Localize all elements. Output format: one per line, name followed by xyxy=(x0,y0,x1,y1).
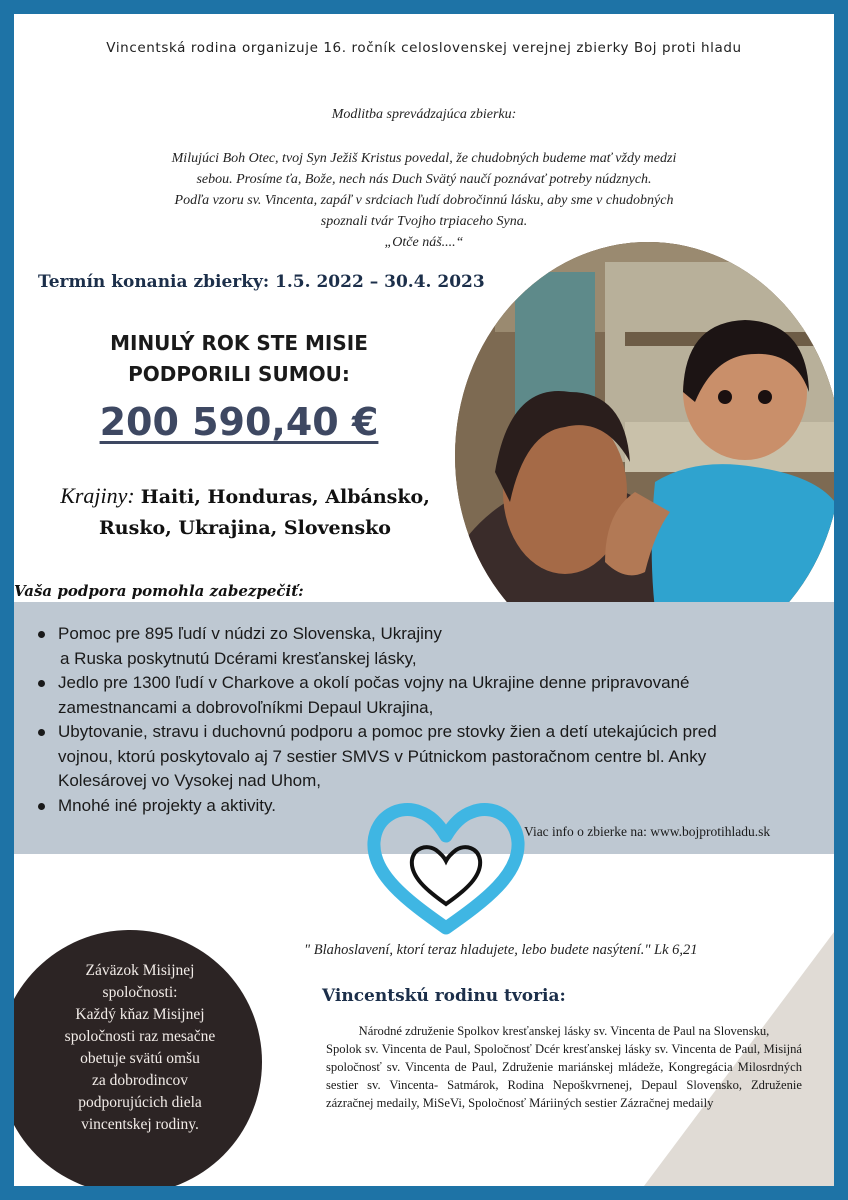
heart-icon xyxy=(366,800,526,936)
support-line: PODPORILI SUMOU: xyxy=(128,362,350,386)
list-item xyxy=(32,622,822,671)
commitment-line: vincentskej rodiny. xyxy=(81,1116,199,1133)
list-item-line: Pomoc pre 895 ľudí v núdzi zo Slovenska, Ukrajiny xyxy=(58,624,442,643)
help-heading: Vaša podpora pomohla zabezpečiť: xyxy=(14,582,304,600)
more-info-link[interactable]: Viac info o zbierke na: www.bojprotihladu.sk xyxy=(524,824,771,839)
family-rest: Spolok sv. Vincenta de Paul, Spoločnosť Dcér kresťanskej lásky sv. Vincenta de Paul, Misijná spoločnosť sv. Vincenta de Paul, Združenie mariánskej mládeže, Kongregácia Milosrdných sestier sv. Vincenta- Satmárok, Rodina Nepoškvrnenej, Depaul Slovensko, Združenie zázračnej medaily, MiSeVi, Spoločnosť Máriiných sestier Zázračnej medaily xyxy=(326,1042,802,1110)
family-heading: Vincentskú rodinu tvoria: xyxy=(322,986,566,1006)
prayer-line: Podľa vzoru sv. Vincenta, zapáľ v srdciach ľudí dobročinnú lásku, aby sme v chudobných xyxy=(174,193,674,208)
commitment-line: Záväzok Misijnej xyxy=(85,962,195,979)
family-first: Národné združenie Spolkov kresťanskej lásky sv. Vincenta de Paul na Slovensku, xyxy=(358,1024,770,1038)
countries-line: Rusko, Ukrajina, Slovensko xyxy=(99,517,391,539)
list-item-line: vojnou, ktorú poskytovalo aj 7 sestier SMVS v Pútnickom pastoračnom centre bl. Anky xyxy=(58,746,707,766)
prayer-line: „Otče náš....“ xyxy=(384,235,464,250)
commitment-line: Každý kňaz Misijnej xyxy=(75,1006,205,1023)
collection-dates: Termín konania zbierky: 1.5. 2022 – 30.4. 2023 xyxy=(38,272,485,292)
commitment-text xyxy=(60,960,220,1136)
countries xyxy=(40,480,450,544)
bible-quote: " Blahoslavení, ktorí teraz hladujete, lebo budete nasýtení." Lk 6,21 xyxy=(304,942,698,958)
heart-logo xyxy=(366,800,526,936)
family-members xyxy=(326,1022,802,1112)
commitment-line: spoločnosti: xyxy=(102,984,178,1001)
list-item-line: Ubytovanie, stravu i duchovnú podporu a pomoc pre stovky žien a detí utekajúcich pred xyxy=(58,722,717,741)
header-title: Vincentská rodina organizuje 16. ročník celoslovenskej verejnej zbierky Boj proti hladu xyxy=(106,40,742,56)
list-item-line: Kolesárovej vo Vysokej nad Uhom, xyxy=(58,771,322,790)
bullet-icon xyxy=(38,729,45,736)
list-item-line: a Ruska poskytnutú Dcérami kresťanskej lásky, xyxy=(60,648,417,668)
commitment-line: za dobrodincov xyxy=(92,1072,188,1089)
bullet-icon xyxy=(38,803,45,810)
bullet-icon xyxy=(38,680,45,687)
support-heading xyxy=(54,328,424,390)
list-item-line: zamestnancami a dobrovoľníkmi Depaul Ukrajina, xyxy=(58,697,434,717)
prayer-heading: Modlitba sprevádzajúca zbierku: xyxy=(331,107,517,122)
prayer-line: sebou. Prosíme ťa, Bože, nech nás Duch Svätý naučí poznávať potreby núdznych. xyxy=(196,172,652,187)
commitment-circle xyxy=(14,930,262,1186)
list-item-line: Mnohé iné projekty a aktivity. xyxy=(58,795,276,815)
countries-label: Krajiny: xyxy=(60,483,135,508)
prayer-line: spoznali tvár Tvojho trpiaceho Syna. xyxy=(320,214,528,229)
support-line: MINULÝ ROK STE MISIE xyxy=(110,331,368,355)
bullet-icon xyxy=(38,631,45,638)
list-item xyxy=(32,720,822,794)
list-item xyxy=(32,671,822,720)
prayer-text xyxy=(124,148,724,253)
prayer-line: Milujúci Boh Otec, tvoj Syn Ježiš Kristus povedal, že chudobných budeme mať vždy medzi xyxy=(171,151,677,166)
commitment-line: podporujúcich diela xyxy=(78,1094,202,1111)
commitment-line: obetuje svätú omšu xyxy=(80,1050,200,1067)
poster xyxy=(14,14,834,1186)
list-item-line: Jedlo pre 1300 ľudí v Charkove a okolí počas vojny na Ukrajine denne pripravované xyxy=(58,673,690,692)
commitment-line: spoločnosti raz mesačne xyxy=(64,1028,216,1045)
support-amount: 200 590,40 € xyxy=(99,400,379,444)
help-list xyxy=(32,622,822,818)
countries-line: Haiti, Honduras, Albánsko, xyxy=(140,486,430,508)
